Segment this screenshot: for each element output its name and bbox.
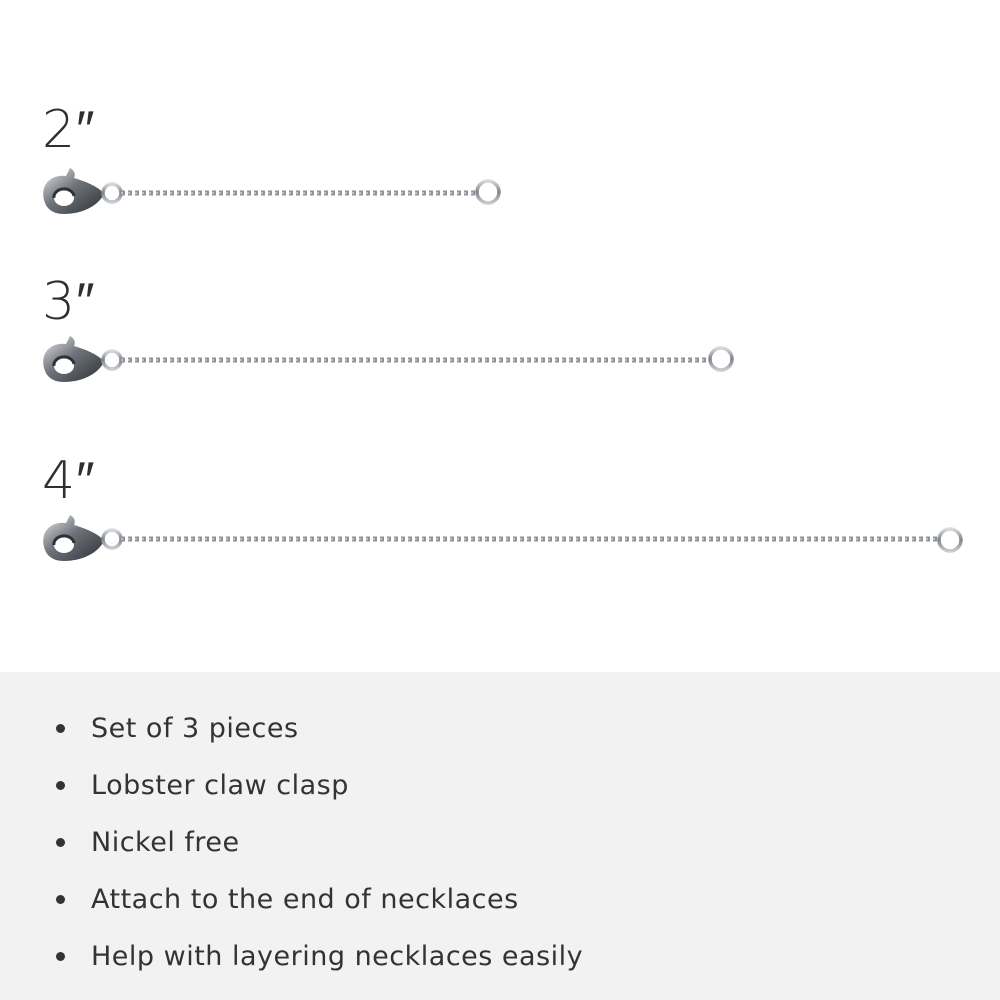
- extender-chain-3-inch: [43, 336, 732, 382]
- features-list: [56, 700, 583, 985]
- feature-text: Nickel free: [91, 827, 240, 858]
- jump-ring-icon: [103, 184, 121, 202]
- feature-text: Attach to the end of necklaces: [91, 884, 519, 915]
- feature-text: Help with layering necklaces easily: [91, 941, 584, 972]
- jump-ring-icon: [103, 351, 121, 369]
- feature-text: Lobster claw clasp: [91, 770, 349, 801]
- size-label-4-inch: 4″: [42, 451, 96, 511]
- lobster-clasp-icon: [43, 336, 104, 382]
- feature-item: [56, 757, 583, 814]
- lobster-clasp-icon: [43, 515, 104, 561]
- feature-item: [56, 871, 583, 928]
- extender-chain-4-inch: [43, 515, 961, 561]
- jump-ring-icon: [103, 530, 121, 548]
- end-ring-icon: [939, 529, 961, 551]
- feature-item: [56, 814, 583, 871]
- bullet-icon: [56, 952, 65, 961]
- bullet-icon: [56, 838, 65, 847]
- extender-chain-2-inch: [43, 168, 499, 214]
- size-label-3-inch: 3″: [42, 272, 96, 332]
- features-panel: [0, 672, 1000, 1000]
- feature-text: Set of 3 pieces: [91, 713, 299, 744]
- feature-item: [56, 928, 583, 985]
- bullet-icon: [56, 781, 65, 790]
- end-ring-icon: [710, 348, 732, 370]
- end-ring-icon: [477, 181, 499, 203]
- bullet-icon: [56, 724, 65, 733]
- lobster-clasp-icon: [43, 168, 104, 214]
- size-label-2-inch: 2″: [42, 100, 96, 160]
- feature-item: [56, 700, 583, 757]
- bullet-icon: [56, 895, 65, 904]
